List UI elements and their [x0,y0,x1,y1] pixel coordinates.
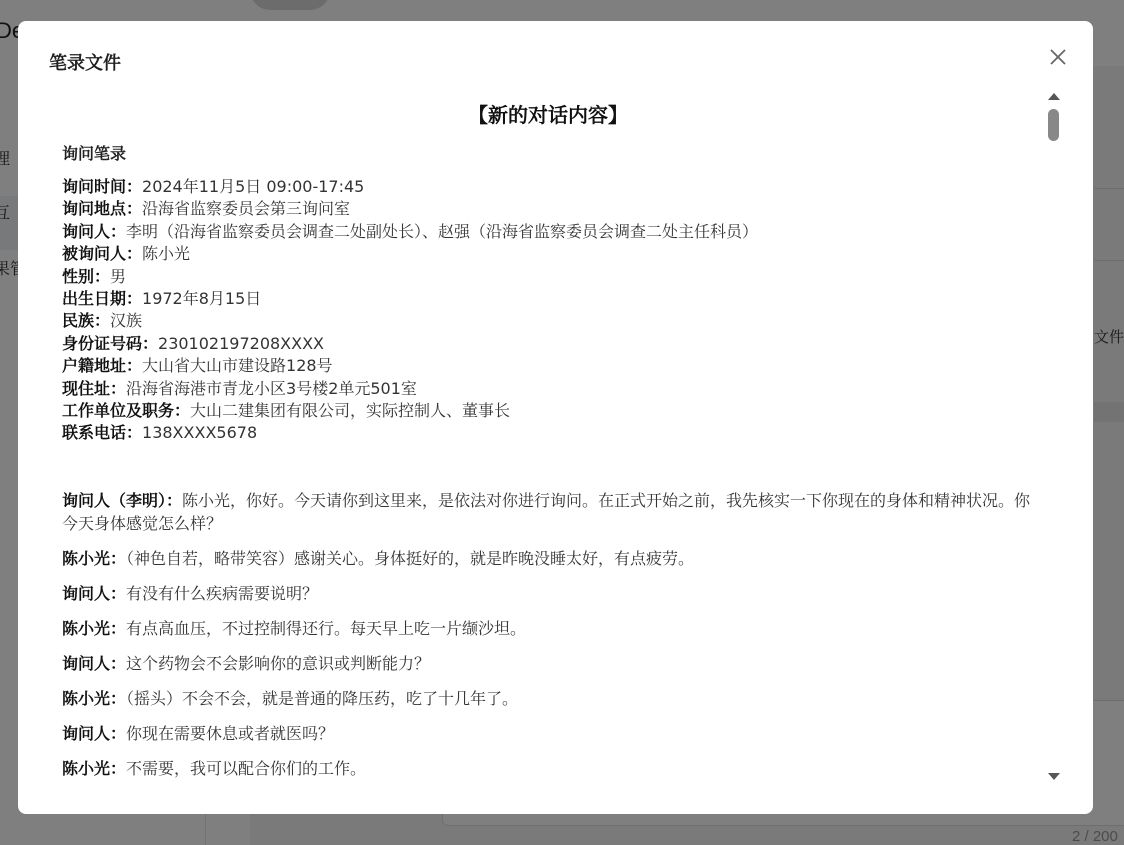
utterance: 你现在需要休息或者就医吗？ [126,724,335,743]
dialogue-entry [62,489,1032,535]
scroll-down-arrow-icon[interactable] [1048,773,1060,780]
info-row [62,378,758,400]
info-value: 汉族 [110,311,143,331]
info-label: 工作单位及职务： [62,401,191,421]
info-label: 现住址： [62,378,127,398]
info-block [62,176,758,445]
speaker: 陈小光： [62,549,127,568]
speaker: 询问人（李明）： [62,491,183,510]
info-label: 户籍地址： [62,356,143,376]
utterance: 有没有什么疾病需要说明？ [126,584,319,603]
info-value: 陈小光 [142,244,191,264]
speaker: 陈小光： [62,689,127,708]
info-row [62,355,758,377]
info-value: 沿海省海港市青龙小区3号楼2单元501室 [126,378,417,398]
info-row [62,310,758,332]
utterance: （摇头）不会不会，就是普通的降压药，吃了十几年了。 [126,689,519,708]
info-value: 230102197208XXXX [158,333,325,353]
info-value: 2024年11月5日 09:00-17:45 [142,177,365,196]
info-label: 询问地点： [62,199,143,219]
dialogue-entry [62,652,1032,675]
utterance: 有点高血压，不过控制得还行。每天早上吃一片缬沙坦。 [126,619,527,638]
scrollbar[interactable] [1042,89,1064,789]
scrollbar-thumb[interactable] [1048,109,1059,141]
info-value: 大山省大山市建设路128号 [142,356,333,376]
utterance: 陈小光，你好。今天请你到这里来，是依法对你进行询问。在正式开始之前，我先核实一下你现在的身体和精神状况。你今天身体感觉怎么样？ [62,491,1031,533]
dialogue-entry [62,617,1032,640]
info-row [62,243,758,265]
info-row [62,400,758,422]
info-row [62,176,758,198]
info-label: 联系电话： [62,423,143,443]
document-title: 【新的对话内容】 [468,103,628,127]
speaker: 询问人： [62,584,127,603]
info-label: 询问时间： [62,177,143,196]
speaker: 询问人： [62,654,127,673]
info-value: 大山二建集团有限公司，实际控制人、董事长 [190,401,511,421]
info-row [62,288,758,310]
info-value: 沿海省监察委员会第三询问室 [142,199,351,219]
info-label: 身份证号码： [62,333,159,353]
info-row [62,221,758,243]
scroll-up-arrow-icon[interactable] [1048,93,1060,100]
speaker: 陈小光： [62,619,127,638]
info-label: 出生日期： [62,289,143,309]
info-value: 李明（沿海省监察委员会调查二处副处长）、赵强（沿海省监察委员会调查二处主任科员） [126,221,759,241]
modal-title: 笔录文件 [49,53,121,74]
utterance: （神色自若，略带笑容）感谢关心。身体挺好的，就是昨晚没睡太好，有点疲劳。 [126,549,695,568]
info-row [62,422,758,444]
info-label: 性别： [62,266,111,286]
info-value: 138XXXX5678 [142,423,258,443]
close-icon[interactable] [1048,47,1068,67]
dialogue-entry [62,722,1032,745]
section-title: 询问笔录 [62,144,127,163]
info-row [62,266,758,288]
utterance: 这个药物会不会影响你的意识或判断能力？ [126,654,431,673]
info-row [62,333,758,355]
info-row [62,198,758,220]
info-label: 被询问人： [62,244,143,264]
info-label: 民族： [62,311,111,331]
info-label: 询问人： [62,221,127,241]
speaker: 询问人： [62,724,127,743]
transcript-content[interactable] [48,89,1048,789]
dialogue-block [62,489,1032,789]
dialogue-entry [62,687,1032,710]
dialogue-entry [62,582,1032,605]
transcript-modal [18,21,1093,814]
utterance: 不需要，我可以配合你们的工作。 [126,759,367,778]
dialogue-entry [62,547,1032,570]
dialogue-entry [62,757,1032,780]
info-value: 男 [110,266,127,286]
speaker: 陈小光： [62,759,127,778]
info-value: 1972年8月15日 [142,289,262,309]
